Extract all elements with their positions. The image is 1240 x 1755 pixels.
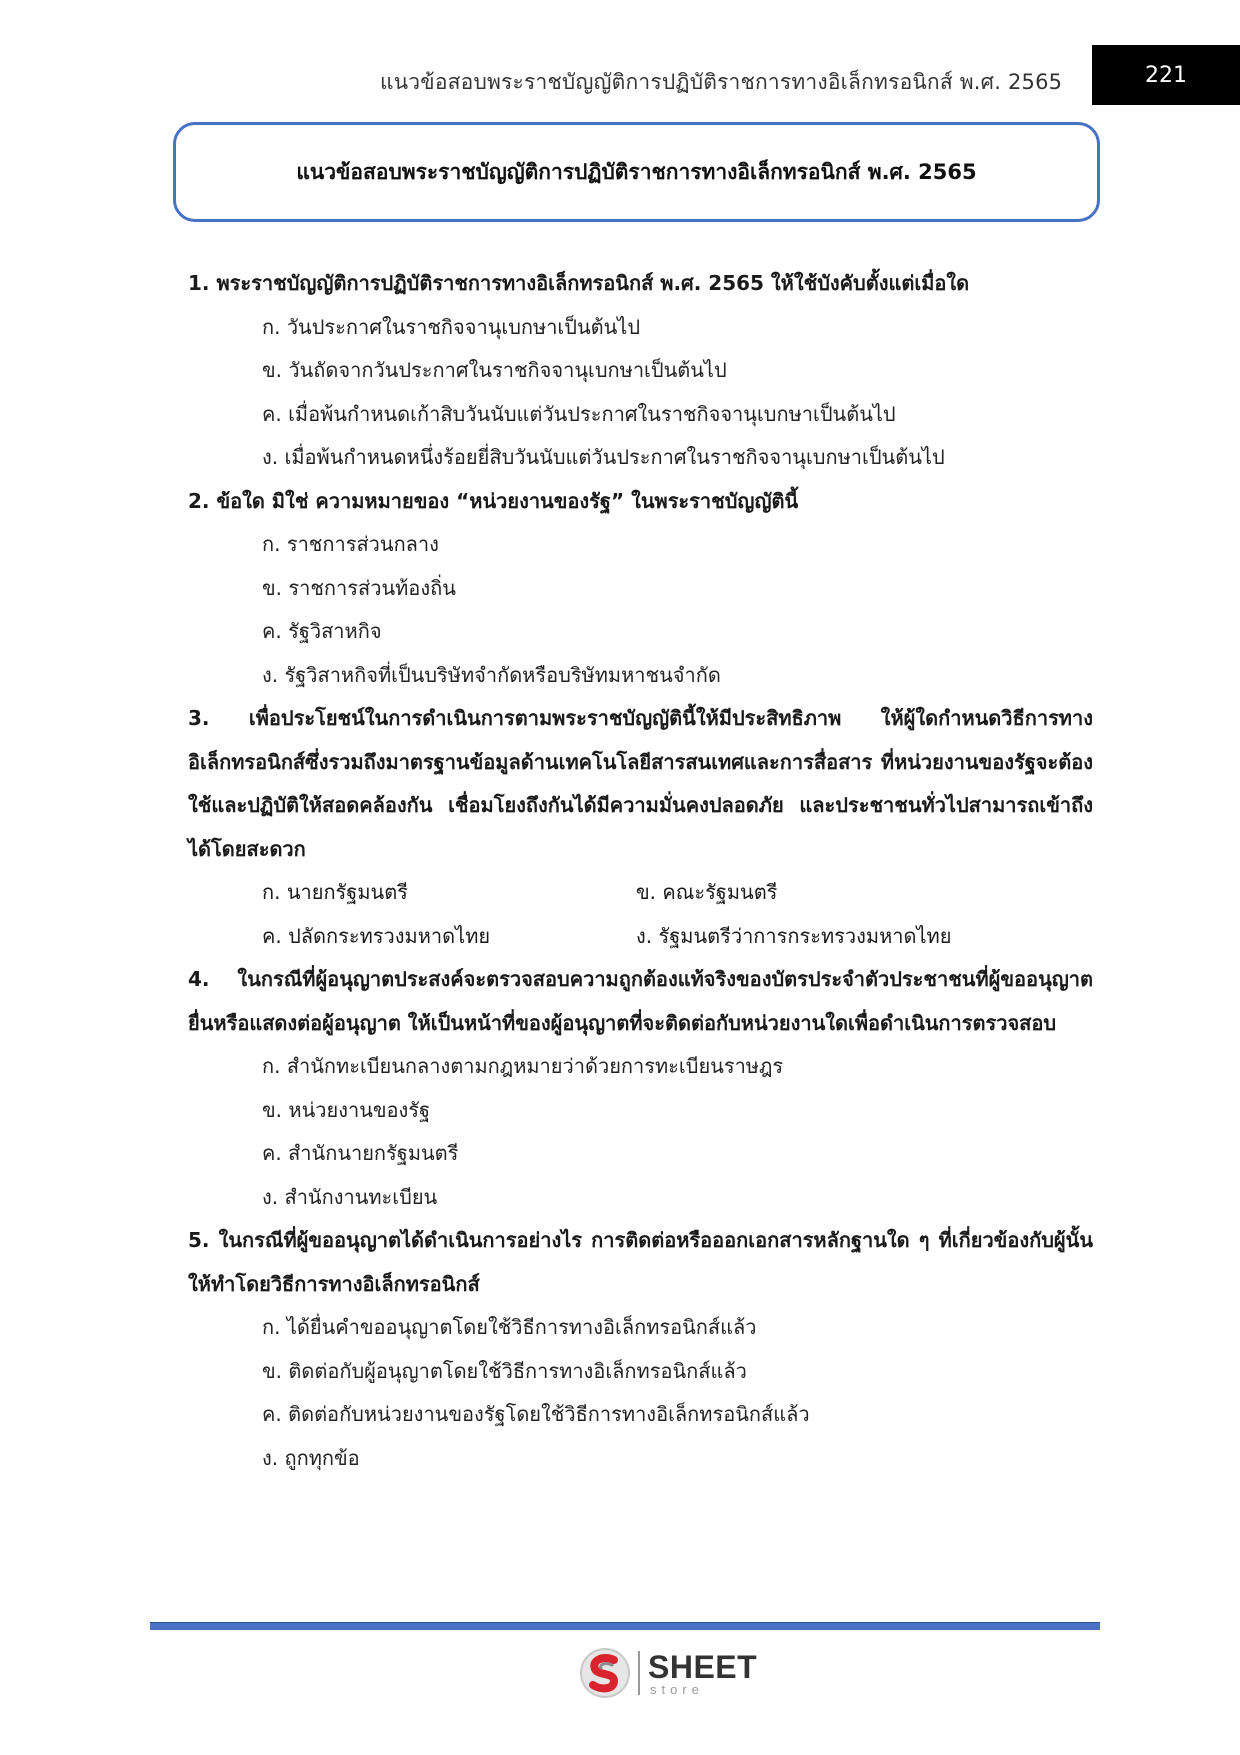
option: ง. ถูกทุกข้อ	[262, 1445, 360, 1470]
option: ง. รัฐวิสาหกิจที่เป็นบริษัทจำกัดหรือบริษัทมหาชนจำกัด	[262, 662, 721, 687]
option: ง. เมื่อพ้นกำหนดหนึ่งร้อยยี่สิบวันนับแต่วันประกาศในราชกิจจานุเบกษาเป็นต้นไป	[262, 445, 945, 469]
question-1	[188, 262, 1093, 480]
option: ข. วันถัดจากวันประกาศในราชกิจจานุเบกษาเป็นต้นไป	[262, 358, 727, 382]
question-5	[188, 1219, 1093, 1480]
question-3	[188, 697, 1093, 958]
page-number: 221	[1092, 45, 1240, 105]
option: ก. ได้ยื่นคำขออนุญาตโดยใช้วิธีการทางอิเล็กทรอนิกส์แล้ว	[262, 1315, 757, 1339]
logo-wordmark	[648, 1648, 758, 1697]
option: ค. สำนักนายกรัฐมนตรี	[262, 1141, 459, 1165]
question-text: 4. ในกรณีที่ผู้อนุญาตประสงค์จะตรวจสอบความถูกต้องแท้จริงของบัตรประจำตัวประชาชนที่ผู้ขออนุญาตยื่นหรือแสดงต่อผู้อนุญาต ให้เป็นหน้าที่ของผู้อนุญาตที่จะติดต่อกับหน่วยงานใดเพื่อดำเนินการตรวจสอบ	[188, 967, 1093, 1035]
option: ก. สำนักทะเบียนกลางตามกฎหมายว่าด้วยการทะเบียนราษฎร	[262, 1054, 784, 1078]
option: ก. วันประกาศในราชกิจจานุเบกษาเป็นต้นไป	[262, 314, 641, 339]
question-4	[188, 958, 1093, 1219]
option: ก. ราชการส่วนกลาง	[262, 532, 439, 556]
logo-divider	[638, 1651, 640, 1695]
question-list	[188, 262, 1093, 1480]
option: ข. คณะรัฐมนตรี	[636, 880, 778, 904]
option: ค. ปลัดกระทรวงมหาดไทย	[262, 923, 491, 948]
question-text: 2. ข้อใด มิใช่ ความหมายของ “หน่วยงานของรัฐ” ในพระราชบัญญัตินี้	[188, 488, 799, 513]
option: ง. สำนักงานทะเบียน	[262, 1184, 438, 1209]
logo-sheet-text: SHEET	[648, 1648, 758, 1685]
question-2	[188, 480, 1093, 698]
question-text: 5. ในกรณีที่ผู้ขออนุญาตได้ดำเนินการอย่างไร การติดต่อหรือออกเอกสารหลักฐานใด ๆ ที่เกี่ยวข้องกับผู้นั้น ให้ทำโดยวิธีการทางอิเล็กทรอนิกส์	[188, 1228, 1093, 1296]
option: ง. รัฐมนตรีว่าการกระทรวงมหาดไทย	[636, 923, 952, 948]
option: ก. นายกรัฐมนตรี	[262, 880, 408, 904]
option: ข. ติดต่อกับผู้อนุญาตโดยใช้วิธีการทางอิเล็กทรอนิกส์แล้ว	[262, 1358, 747, 1383]
footer-logo	[578, 1646, 757, 1700]
footer-rule	[150, 1622, 1100, 1630]
sheet-store-logo-icon	[578, 1646, 632, 1700]
option-row	[188, 915, 1093, 959]
question-text: 1. พระราชบัญญัติการปฏิบัติราชการทางอิเล็กทรอนิกส์ พ.ศ. 2565 ให้ใช้บังคับตั้งแต่เมื่อใด	[188, 271, 970, 295]
logo-store-text: store	[650, 1681, 704, 1697]
question-text: 3. เพื่อประโยชน์ในการดำเนินการตามพระราชบัญญัตินี้ให้มีประสิทธิภาพ ให้ผู้ใดกำหนดวิธีการทางอิเล็กทรอนิกส์ซึ่งรวมถึงมาตรฐานข้อมูลด้านเทคโนโลยีสารสนเทศและการสื่อสาร ที่หน่วยงานของรัฐจะต้องใช้และปฏิบัติให้สอดคล้องกัน เชื่อมโยงถึงกันได้มีความมั่นคงปลอดภัย และประชาชนทั่วไปสามารถเข้าถึงได้โดยสะดวก	[188, 706, 1093, 861]
option-row	[188, 871, 1093, 915]
option: ค. เมื่อพ้นกำหนดเก้าสิบวันนับแต่วันประกาศในราชกิจจานุเบกษาเป็นต้นไป	[262, 401, 896, 426]
option: ค. ติดต่อกับหน่วยงานของรัฐโดยใช้วิธีการทางอิเล็กทรอนิกส์แล้ว	[262, 1402, 810, 1426]
title-box	[173, 122, 1100, 222]
running-header: แนวข้อสอบพระราชบัญญัติการปฏิบัติราชการทางอิเล็กทรอนิกส์ พ.ศ. 2565	[380, 70, 1063, 94]
option: ค. รัฐวิสาหกิจ	[262, 619, 382, 643]
document-title: แนวข้อสอบพระราชบัญญัติการปฏิบัติราชการทางอิเล็กทรอนิกส์ พ.ศ. 2565	[296, 159, 977, 184]
option: ข. ราชการส่วนท้องถิ่น	[262, 575, 456, 600]
option: ข. หน่วยงานของรัฐ	[262, 1097, 431, 1122]
